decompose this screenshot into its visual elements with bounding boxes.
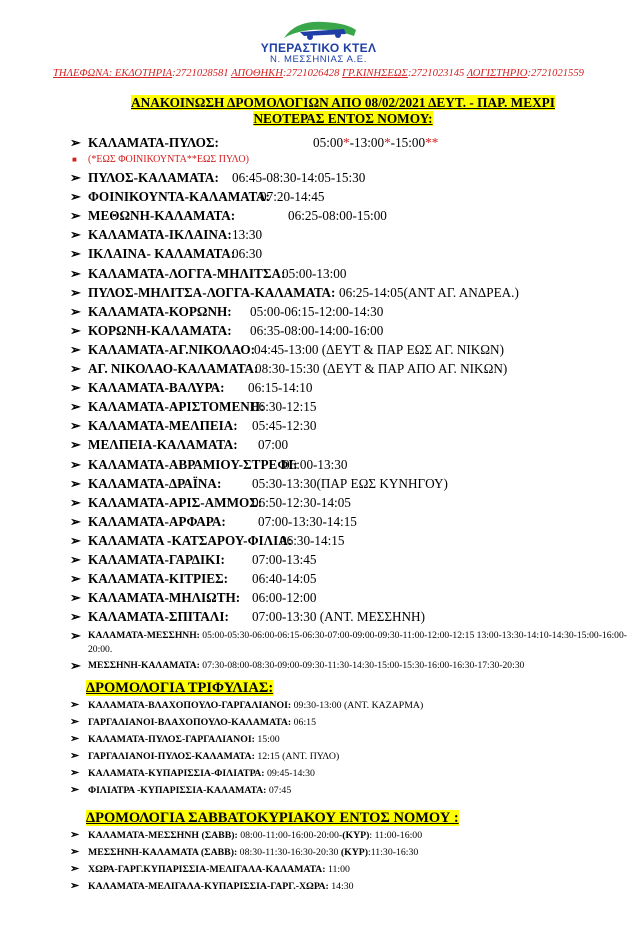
- weekend-routes: [68, 827, 628, 895]
- bullet-arrow-icon: ➢: [70, 590, 81, 606]
- route-name: ΚΑΛΑΜΑΤΑ-ΚΟΡΩΝΗ:: [88, 303, 232, 319]
- route-times: 06:35-08:00-14:00-16:00: [250, 322, 384, 338]
- phone-label: ΛΟΓΙΣΤΗΡΙΟ: [466, 68, 528, 79]
- route-times: 08:00-11:00-16:00-20:00-: [237, 829, 343, 841]
- bullet-arrow-icon: ➢: [70, 828, 80, 841]
- time-part: -13:00: [349, 135, 385, 150]
- bullet-arrow-icon: ➢: [70, 628, 81, 644]
- bullet-arrow-icon: ➢: [70, 698, 80, 711]
- route-times: 05:00-06:15-12:00-14:30: [250, 303, 384, 319]
- route-name: ΜΕΣΣΗΝΗ-ΚΑΛΑΜΑΤΑ:: [88, 660, 200, 672]
- route-row: [68, 731, 628, 748]
- route-row: [68, 474, 628, 493]
- route-times: 06:25-14:05(ΑΝΤ ΑΓ. ΑΝΔΡΕΑ.): [339, 284, 519, 300]
- route-name: ΚΑΛΑΜΑΤΑ-ΑΓ.ΝΙΚΟΛΑΟ:: [88, 341, 255, 357]
- route-name: ΧΩΡΑ-ΓΑΡΓ.ΚΥΠΑΡΙΣΣΙΑ-ΜΕΛΙΓΑΛΑ-ΚΑΛΑΜΑΤΑ:: [88, 863, 326, 875]
- route-times: 05:30-13:30(ΠΑΡ ΕΩΣ ΚΥΝΗΓΟΥ): [252, 475, 448, 491]
- route-name: ΚΑΛΑΜΑΤΑ -ΚΑΤΣΑΡΟΥ-ΦΙΛΙΑ:: [88, 532, 293, 548]
- route-name: ΚΑΛΑΜΑΤΑ-ΜΕΛΠΕΙΑ:: [88, 418, 238, 434]
- route-name: ΓΑΡΓΑΛΙΑΝΟΙ-ΒΛΑΧΟΠΟΥΛΟ-ΚΑΛΑΜΑΤΑ:: [88, 716, 292, 728]
- route-row: [68, 321, 628, 340]
- bullet-arrow-icon: ➢: [70, 609, 81, 625]
- route-times: 07:20-14:45: [260, 189, 325, 205]
- bullet-arrow-icon: ➢: [70, 341, 81, 357]
- route-name: ΓΑΡΓΑΛΙΑΝΟΙ-ΠΥΛΟΣ-ΚΑΛΑΜΑΤΑ:: [88, 750, 255, 762]
- route-row: [68, 340, 628, 359]
- route-row: [68, 359, 628, 378]
- bullet-arrow-icon: ➢: [70, 571, 81, 587]
- route-name: ΦΙΛΙΑΤΡΑ -ΚΥΠΑΡΙΣΣΙΑ-ΚΑΛΑΜΑΤΑ:: [88, 784, 267, 796]
- bullet-arrow-icon: ➢: [70, 437, 81, 453]
- route-row: [68, 168, 628, 187]
- route-times: 08:30-11:30-16:30-20:30: [237, 846, 341, 858]
- bullet-arrow-icon: ➢: [70, 766, 80, 779]
- bullet-arrow-icon: ➢: [70, 189, 81, 205]
- bullet-arrow-icon: ➢: [70, 227, 81, 243]
- route-name: ΚΑΛΑΜΑΤΑ-ΑΡΙΣ-ΑΜΜΟΣ:: [88, 494, 263, 510]
- section-title-weekend: [68, 809, 628, 827]
- route-times: 07:00-13:30 (ΑΝΤ. ΜΕΣΣΗΝΗ): [252, 609, 425, 625]
- time-part: **: [425, 135, 439, 150]
- phone-label: ΓΡ.ΚΙΝΗΣΕΩΣ: [342, 68, 408, 79]
- route-times: 06:30: [232, 246, 263, 262]
- route-name: ΚΑΛΑΜΑΤΑ-ΚΥΠΑΡΙΣΣΙΑ-ΦΙΛΙΑΤΡΑ:: [88, 767, 265, 779]
- route-name: ΚΑΛΑΜΑΤΑ-ΠΥΛΟΣ:: [88, 135, 219, 150]
- route-row: [68, 878, 628, 895]
- bullet-square-icon: ■: [72, 155, 77, 165]
- trifylia-title: ΔΡΟΜΟΛΟΓΙΑ ΤΡΙΦΥΛΙΑΣ:: [86, 679, 274, 696]
- route-times: 14:30: [328, 880, 354, 892]
- route-row: [68, 827, 628, 844]
- bullet-arrow-icon: ➢: [70, 284, 81, 300]
- route-name: ΚΑΛΑΜΑΤΑ-ΚΙΤΡΙΕΣ:: [88, 571, 229, 587]
- phone-label: ΤΗΛΕΦΩΝΑ: ΕΚΔΟΤΗΡΙΑ: [53, 68, 173, 79]
- brand-name: ΥΠΕΡΑΣΤΙΚΟ ΚΤΕΛ: [260, 41, 377, 55]
- route-name: ΚΑΛΑΜΑΤΑ-ΠΥΛΟΣ-ΓΑΡΓΑΛΙΑΝΟΙ:: [88, 733, 255, 745]
- route-row: [68, 714, 628, 731]
- note-text: (*ΕΩΣ ΦΟΙΝΙΚΟΥΝΤΑ: [88, 154, 187, 166]
- bullet-arrow-icon: ➢: [70, 513, 81, 529]
- phone-number: :2721023145: [407, 68, 467, 79]
- route-name: ΚΑΛΑΜΑΤΑ-ΒΛΑΧΟΠΟΥΛΟ-ΓΑΡΓΑΛΙΑΝΟΙ:: [88, 699, 292, 711]
- phone-label: ΑΠΟΘΗΚΗ: [231, 68, 283, 79]
- bullet-arrow-icon: ➢: [70, 862, 80, 875]
- route-name: ΚΑΛΑΜΑΤΑ-ΑΡΙΣΤΟΜΕΝΗ:: [88, 399, 265, 415]
- route-name: ΚΑΛΑΜΑΤΑ-ΜΕΛΙΓΑΛΑ-ΚΥΠΑΡΙΣΣΙΑ-ΓΑΡΓ.-ΧΩΡΑ:: [88, 880, 329, 892]
- bullet-arrow-icon: ➢: [70, 783, 80, 796]
- route-times: 06:00-12:00: [252, 590, 317, 606]
- route-name: ΜΕΛΠΕΙΑ-ΚΑΛΑΜΑΤΑ:: [88, 437, 238, 453]
- route-row: [68, 697, 628, 714]
- route-times: 07:00-13:30-14:15: [258, 513, 357, 529]
- route-row: [68, 588, 628, 607]
- announcement-title: [88, 95, 598, 127]
- route-row: [68, 133, 628, 152]
- company-logo: [0, 18, 637, 65]
- trifylia-routes: [68, 697, 628, 799]
- route-row: [68, 659, 628, 673]
- route-times: 06:25-08:00-15:00: [288, 208, 387, 224]
- route-times: 07:30-08:00-08:30-09:00-09:30-11:30-14:30-15:00-15:30-16:00-16:30-17:30-20:30: [199, 660, 525, 672]
- route-times: 07:00-13:45: [252, 551, 317, 567]
- route-name: ΚΑΛΑΜΑΤΑ-ΑΡΦΑΡΑ:: [88, 513, 226, 529]
- phone-number: :2721028581: [172, 68, 232, 79]
- route-name: ΜΕΘΩΝΗ-ΚΑΛΑΜΑΤΑ:: [88, 208, 236, 224]
- route-note: [68, 152, 628, 168]
- route-name: ΚΑΛΑΜΑΤΑ-ΔΡΑΪΝΑ:: [88, 475, 222, 491]
- route-name: ΚΑΛΑΜΑΤΑ-ΙΚΛΑΙΝΑ:: [88, 227, 232, 243]
- route-name: ΚΑΛΑΜΑΤΑ-ΜΗΛΙΩΤΗ:: [88, 590, 241, 606]
- route-name: ΠΥΛΟΣ-ΚΑΛΑΜΑΤΑ:: [88, 170, 219, 186]
- route-row: [68, 302, 628, 321]
- phone-number: :2721026428: [282, 68, 343, 79]
- route-times: 04:45-13:00 (ΔΕΥΤ & ΠΑΡ ΕΩΣ ΑΓ. ΝΙΚΩΝ): [254, 341, 504, 357]
- bullet-arrow-icon: ➢: [70, 715, 80, 728]
- time-part: *: [384, 135, 391, 150]
- route-times: 09:30-13:00 (ΑΝΤ. ΚΑΖΑΡΜΑ): [291, 699, 424, 711]
- bullet-arrow-icon: ➢: [70, 265, 81, 281]
- route-times: 07:45: [266, 784, 292, 796]
- route-name: ΑΓ. ΝΙΚΟΛΑΟ-ΚΑΛΑΜΑΤΑ:: [88, 361, 259, 377]
- route-row: [68, 378, 628, 397]
- day-label: (ΚΥΡ): [340, 846, 369, 858]
- route-times: 06:30-14:15: [280, 532, 345, 548]
- bullet-arrow-icon: ➢: [70, 418, 81, 434]
- bullet-arrow-icon: ➢: [70, 135, 81, 150]
- route-name: ΚΑΛΑΜΑΤΑ-ΑΒΡΑΜΙΟΥ-ΣΤΡΕΦΙ:: [88, 456, 298, 472]
- bullet-arrow-icon: ➢: [70, 246, 81, 262]
- route-row: [68, 550, 628, 569]
- route-row: [68, 765, 628, 782]
- route-times: 06:15: [291, 716, 316, 728]
- route-times: 11:00: [325, 863, 350, 875]
- route-row: [68, 397, 628, 416]
- route-times: 07:00: [258, 437, 289, 453]
- route-times: 06:30-12:15: [252, 399, 317, 415]
- route-row: [68, 569, 628, 588]
- route-row: [68, 187, 628, 206]
- route-row: [68, 264, 628, 283]
- route-name: ΜΕΣΣΗΝΗ-ΚΑΛΑΜΑΤΑ (ΣΑΒΒ):: [88, 846, 238, 858]
- bullet-arrow-icon: ➢: [70, 732, 80, 745]
- route-row: [68, 748, 628, 765]
- route-name: ΙΚΛΑΙΝΑ- ΚΑΛΑΜΑΤΑ:: [88, 246, 236, 262]
- time-part: *: [343, 135, 350, 150]
- weekend-title: ΔΡΟΜΟΛΟΓΙΑ ΣΑΒΒΑΤΟΚΥΡΙΑΚΟΥ ΕΝΤΟΣ ΝΟΜΟΥ :: [86, 809, 459, 826]
- route-row: [68, 225, 628, 244]
- route-times: 06:50-12:30-14:05: [252, 494, 351, 510]
- day-label: (ΚΥΡ): [342, 829, 370, 841]
- time-part: -15:00: [390, 135, 426, 150]
- bullet-arrow-icon: ➢: [70, 303, 81, 319]
- route-times: 06:15-14:10: [248, 380, 313, 396]
- route-times: 05:45-12:30: [252, 418, 317, 434]
- schedule-list: [68, 133, 628, 895]
- route-name: ΚΑΛΑΜΑΤΑ-ΒΑΛΥΡΑ:: [88, 380, 225, 396]
- route-times: 15:00: [254, 733, 280, 745]
- time-part: 05:00: [313, 135, 344, 150]
- route-row: [68, 455, 628, 474]
- announcement-line2: ΝΕΟΤΕΡΑΣ ΕΝΤΟΣ ΝΟΜΟΥ:: [253, 111, 433, 126]
- route-name: ΠΥΛΟΣ-ΜΗΛΙΤΣΑ-ΛΟΓΓΑ-ΚΑΛΑΜΑΤΑ:: [88, 284, 336, 300]
- route-row: [68, 782, 628, 799]
- section-title-trifylia: [68, 679, 628, 697]
- bullet-arrow-icon: ➢: [70, 456, 81, 472]
- messini-routes: [68, 629, 628, 673]
- brand-subtitle: Ν. ΜΕΣΣΗΝΙΑΣ Α.Ε.: [270, 54, 367, 65]
- route-row: [68, 283, 628, 302]
- route-row: [68, 531, 628, 550]
- route-times: :11:30-16:30: [368, 846, 419, 858]
- bullet-arrow-icon: ➢: [70, 322, 81, 338]
- route-times: [313, 133, 438, 152]
- bullet-arrow-icon: ➢: [70, 551, 81, 567]
- route-row: [68, 416, 628, 435]
- route-times: 13:30: [232, 227, 263, 243]
- route-times: 06:00-13:30: [283, 456, 348, 472]
- route-row: [68, 435, 628, 454]
- route-name: ΦΟΙΝΙΚΟΥΝΤΑ-ΚΑΛΑΜΑΤΑ:: [88, 189, 270, 205]
- route-row: [68, 512, 628, 531]
- route-row: [68, 629, 628, 656]
- route-name: ΚΑΛΑΜΑΤΑ-ΓΑΡΔΙΚΙ:: [88, 551, 225, 567]
- route-row: [68, 493, 628, 512]
- route-name: ΚΑΛΑΜΑΤΑ-ΜΕΣΣΗΝΗ (ΣΑΒΒ):: [88, 829, 238, 841]
- bullet-arrow-icon: ➢: [70, 399, 81, 415]
- route-name: ΚΑΛΑΜΑΤΑ-ΣΠΙΤΑΛΙ:: [88, 609, 229, 625]
- weekday-routes: [68, 133, 628, 626]
- bullet-arrow-icon: ➢: [70, 475, 81, 491]
- phone-number: :2721021559: [527, 68, 584, 79]
- bullet-arrow-icon: ➢: [70, 208, 81, 224]
- route-times: 09:45-14:30: [264, 767, 315, 779]
- bullet-arrow-icon: ➢: [70, 494, 81, 510]
- route-times: 06:45-08:30-14:05-15:30: [232, 170, 366, 186]
- route-times: : 11:00-16:00: [369, 829, 423, 841]
- route-row: [68, 607, 628, 626]
- announcement-line1: ΑΝΑΚΟΙΝΩΣΗ ΔΡΟΜΟΛΟΓΙΩΝ ΑΠΟ 08/02/2021 ΔΕΥΤ. - ΠΑΡ. ΜΕΧΡΙ: [131, 95, 555, 110]
- bullet-arrow-icon: ➢: [70, 658, 81, 674]
- bullet-arrow-icon: ➢: [70, 380, 81, 396]
- route-name: ΚΑΛΑΜΑΤΑ-ΜΕΣΣΗΝΗ:: [88, 630, 200, 642]
- bullet-arrow-icon: ➢: [70, 845, 80, 858]
- bus-logo-icon: [274, 18, 364, 42]
- bullet-arrow-icon: ➢: [70, 532, 81, 548]
- bullet-arrow-icon: ➢: [70, 879, 80, 892]
- bullet-arrow-icon: ➢: [70, 361, 81, 377]
- route-row: [68, 244, 628, 263]
- route-row: [68, 861, 628, 878]
- note-text: **ΕΩΣ ΠΥΛΟ): [186, 154, 249, 166]
- route-times: 06:40-14:05: [252, 571, 317, 587]
- route-times: 05:00-13:00: [282, 265, 347, 281]
- phone-numbers: [0, 68, 637, 79]
- route-row: [68, 844, 628, 861]
- route-times: 05:00-05:30-06:00-06:15-06:30-07:00-09:00-09:30-11:00-12:00-12:15 13:00-13:30-14:10-14:30-15:00-16:00-20:00.: [88, 630, 627, 655]
- route-times: 08:30-15:30 (ΔΕΥΤ & ΠΑΡ ΑΠΟ ΑΓ. ΝΙΚΩΝ): [255, 361, 508, 377]
- route-name: ΚΟΡΩΝΗ-ΚΑΛΑΜΑΤΑ:: [88, 322, 232, 338]
- route-name: ΚΑΛΑΜΑΤΑ-ΛΟΓΓΑ-ΜΗΛΙΤΣΑ:: [88, 265, 286, 281]
- bullet-arrow-icon: ➢: [70, 170, 81, 186]
- bullet-arrow-icon: ➢: [70, 749, 80, 762]
- route-row: [68, 206, 628, 225]
- route-times: 12:15 (ΑΝΤ. ΠΥΛΟ): [254, 750, 340, 762]
